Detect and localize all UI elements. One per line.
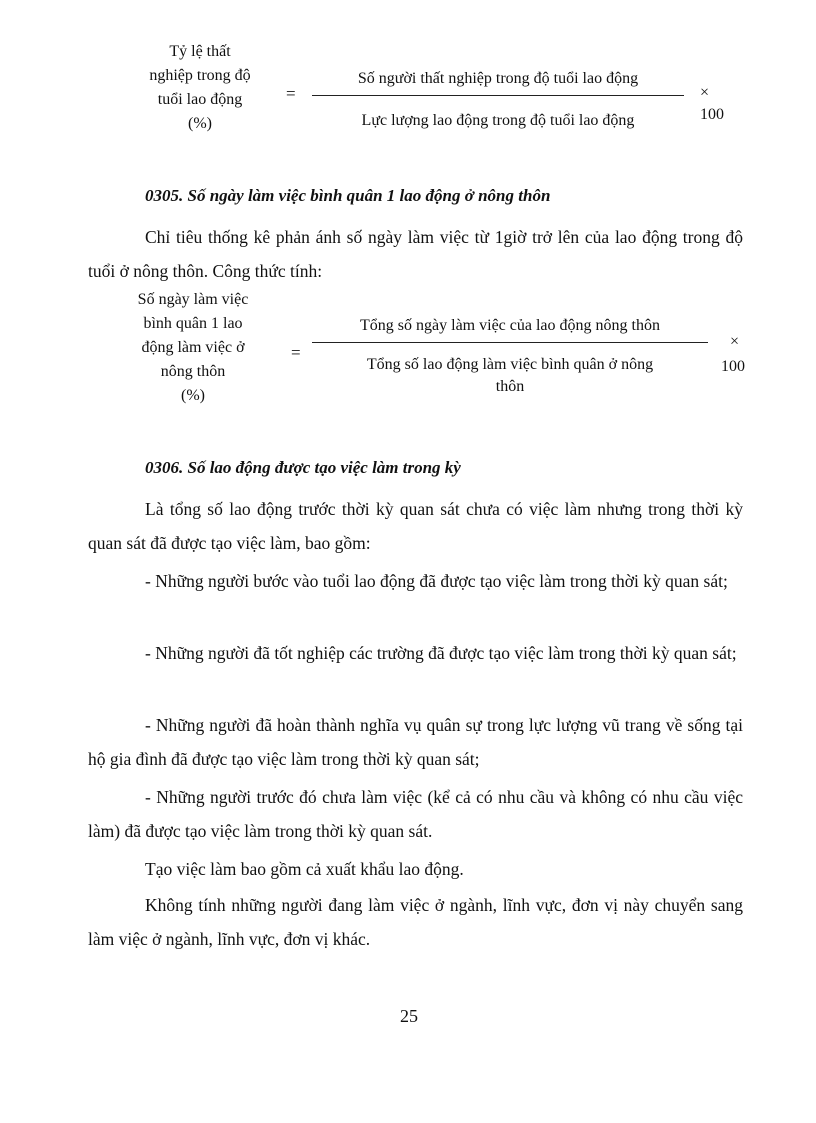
formula-label-line: động làm việc ở bbox=[141, 339, 245, 356]
section-heading-0305: 0305. Số ngày làm việc bình quân 1 lao động ở nông thôn bbox=[145, 186, 551, 205]
paragraph: Không tính những người đang làm việc ở ngành, lĩnh vực, đơn vị này chuyển sang làm việc ở ngành, lĩnh vực, đơn vị khác. bbox=[88, 895, 743, 949]
formula-denominator: Lực lượng lao động trong độ tuổi lao động bbox=[361, 112, 635, 129]
equals-sign: = bbox=[286, 84, 296, 103]
formula-label-line: (%) bbox=[188, 115, 212, 132]
list-item: - Những người trước đó chưa làm việc (kể cả có nhu cầu và không có nhu cầu việc làm) đã được tạo việc làm trong thời kỳ quan sát. bbox=[88, 787, 743, 841]
denominator-line: Tổng số lao động làm việc bình quân ở nông bbox=[366, 356, 654, 373]
page-number: 25 bbox=[400, 1006, 418, 1026]
fraction-bar bbox=[312, 95, 684, 96]
formula-label-line: nghiệp trong độ bbox=[149, 67, 251, 84]
formula-label-line: nông thôn bbox=[160, 363, 226, 380]
formula-numerator: Số người thất nghiệp trong độ tuổi lao động bbox=[357, 70, 639, 87]
formula-label-line: tuổi lao động bbox=[157, 91, 243, 108]
list-item: - Những người bước vào tuổi lao động đã được tạo việc làm trong thời kỳ quan sát; bbox=[145, 571, 728, 591]
formula-label-line: bình quân 1 lao bbox=[143, 315, 243, 332]
paragraph: Tạo việc làm bao gồm cả xuất khẩu lao động. bbox=[145, 859, 464, 879]
formula-label-line: Tỷ lệ thất bbox=[169, 43, 231, 60]
multiplication-sign: × bbox=[730, 333, 740, 350]
paragraph: Là tổng số lao động trước thời kỳ quan sát chưa có việc làm nhưng trong thời kỳ quan sát đã được tạo việc làm, bao gồm: bbox=[88, 499, 743, 553]
formula-denominator bbox=[312, 354, 708, 398]
formula-multiplier: 100 bbox=[721, 358, 745, 375]
fraction-bar bbox=[312, 342, 708, 343]
formula-label-line: Số ngày làm việc bbox=[137, 291, 249, 308]
formula-label bbox=[110, 40, 290, 136]
formula-numerator: Tổng số ngày làm việc của lao động nông thôn bbox=[360, 317, 660, 334]
paragraph: Chỉ tiêu thống kê phản ánh số ngày làm việc từ 1giờ trở lên của lao động trong độ tuổi ở nông thôn. Công thức tính: bbox=[88, 227, 743, 281]
list-item: - Những người đã tốt nghiệp các trường đã được tạo việc làm trong thời kỳ quan sát; bbox=[145, 643, 737, 663]
list-item: - Những người đã hoàn thành nghĩa vụ quân sự trong lực lượng vũ trang về sống tại hộ gia đình đã được tạo việc làm trong thời kỳ quan sát; bbox=[88, 715, 743, 769]
section-heading-0306: 0306. Số lao động được tạo việc làm trong kỳ bbox=[145, 458, 461, 477]
formula-label-line: (%) bbox=[181, 387, 205, 404]
formula-multiplier: × 100 bbox=[700, 84, 724, 123]
denominator-line: thôn bbox=[495, 378, 525, 395]
equals-sign: = bbox=[291, 343, 301, 362]
formula-label bbox=[108, 288, 278, 408]
